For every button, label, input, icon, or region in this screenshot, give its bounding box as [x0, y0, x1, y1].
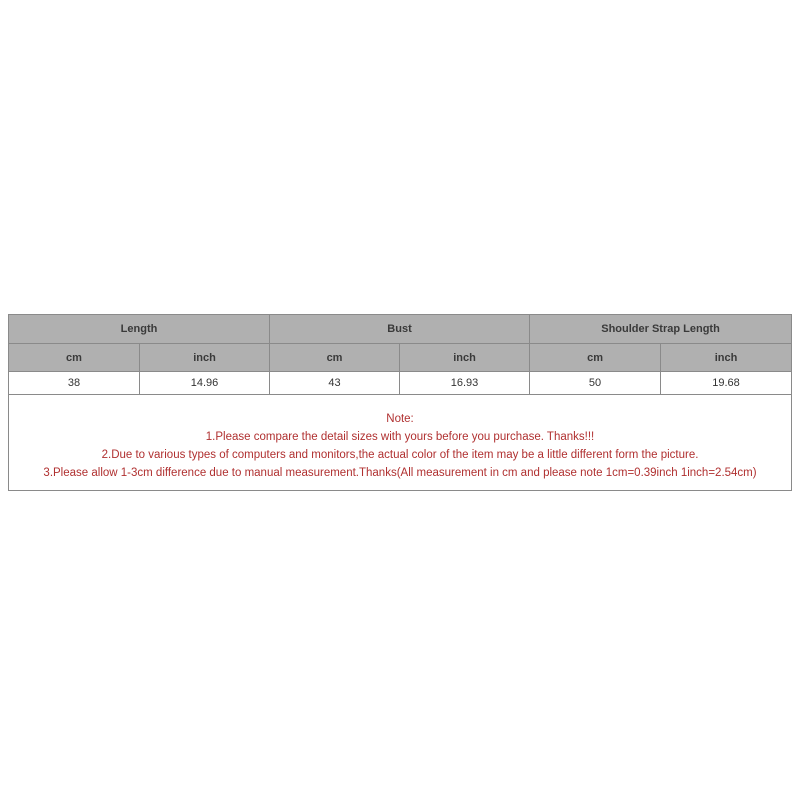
unit-header-bust-cm: cm: [270, 344, 400, 372]
unit-header-strap-inch: inch: [661, 344, 792, 372]
note-line-1: 1.Please compare the detail sizes with yours before you purchase. Thanks!!!: [205, 430, 595, 443]
unit-header-strap-cm: cm: [530, 344, 661, 372]
group-header-bust: Bust: [270, 315, 530, 344]
note-line-2: 2.Due to various types of computers and monitors,the actual color of the item may be a little different form the picture.: [101, 448, 699, 461]
table-row: [9, 372, 792, 395]
unit-header-bust-inch: inch: [400, 344, 530, 372]
note-cell: [9, 395, 792, 491]
value-bust-inch: 16.93: [400, 372, 530, 395]
value-length-inch: 14.96: [140, 372, 270, 395]
value-length-cm: 38: [9, 372, 140, 395]
group-header-row: [9, 315, 792, 344]
value-bust-cm: 43: [270, 372, 400, 395]
note-row: [9, 395, 792, 491]
value-strap-cm: 50: [530, 372, 661, 395]
unit-header-row: [9, 344, 792, 372]
note-line-3: 3.Please allow 1-3cm difference due to manual measurement.Thanks(All measurement in cm and please note 1cm=0.39inch 1inch=2.54cm): [43, 466, 757, 479]
size-chart-table: [8, 314, 792, 491]
group-header-length: Length: [9, 315, 270, 344]
group-header-shoulder-strap-length: Shoulder Strap Length: [530, 315, 792, 344]
unit-header-length-cm: cm: [9, 344, 140, 372]
value-strap-inch: 19.68: [661, 372, 792, 395]
unit-header-length-inch: inch: [140, 344, 270, 372]
note-title: Note:: [386, 412, 414, 425]
